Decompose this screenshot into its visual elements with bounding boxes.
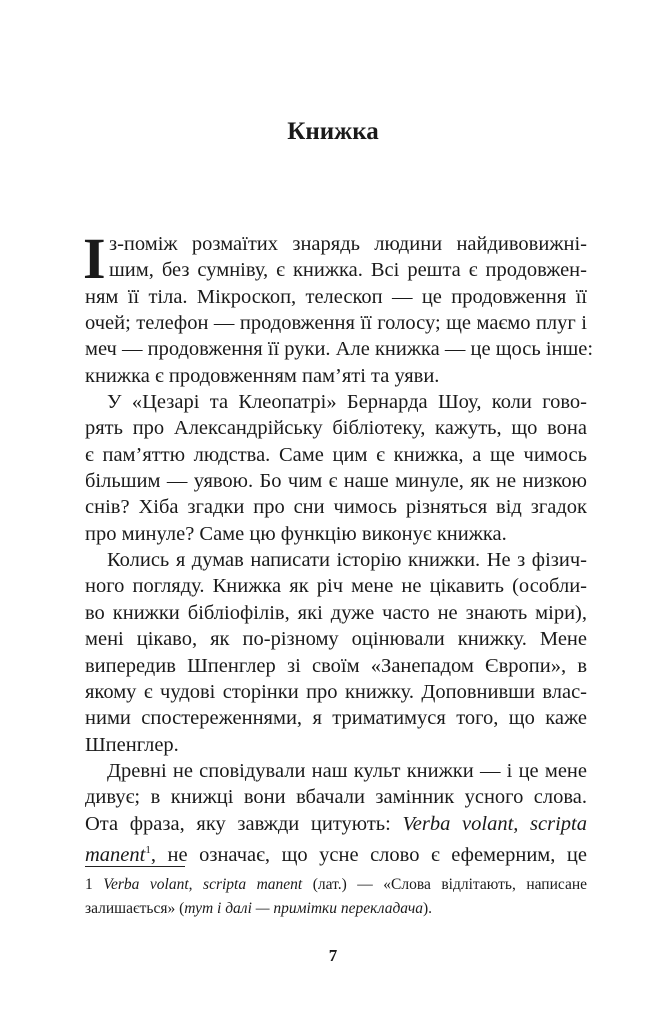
text-line: во книжки бібліофілів, які дуже часто не знають міри),: [85, 601, 587, 624]
text-line: Колись я думав написати історію книжки. Не з фізич-: [107, 549, 587, 572]
drop-cap: І: [83, 226, 106, 291]
footnote-text: (лат.) — «Слова відлітають, написане: [302, 876, 588, 893]
footnote-divider: [85, 866, 185, 867]
footnote-text: залишається» (: [85, 900, 185, 917]
text-line: є пам’яттю людства. Саме цим є книжка, а ще чимось: [85, 443, 587, 466]
text-line: рять про Александрійську бібліотеку, кажуть, що вона: [85, 417, 587, 440]
latin-quote: manent: [85, 843, 146, 866]
text-line: [85, 837, 587, 866]
text-span: , не означає, що усне слово є ефемерним, це: [150, 843, 587, 866]
body-text: [83, 226, 594, 866]
footnote-italic: Verba volant, scripta manent: [103, 876, 303, 893]
paragraph-1: [83, 226, 594, 389]
text-line: ними спостереженнями, я триматимуся того, що каже: [85, 707, 587, 730]
text-line: більшим — уявою. Бо чим є наше минуле, як не низкою: [85, 470, 587, 493]
footnote: [85, 873, 587, 921]
text-line: ням її тіла. Мікроскоп, телескоп — це продовження її: [85, 285, 587, 308]
page-number: 7: [328, 946, 338, 965]
text-line: якому є чудові сторінки про книжку. Доповнивши влас-: [85, 680, 587, 703]
text-line: Древні не сповідували наш культ книжки — і це мене: [107, 759, 587, 782]
text-line: меч — продовження її руки. Але книжка — це щось інше:: [85, 338, 594, 361]
text-line: ного погляду. Книжка як річ мене не цікавить (особли-: [85, 575, 587, 598]
footnote-number: 1: [85, 876, 93, 893]
text-line: книжка є продовженням пам’яті та уяви.: [85, 364, 440, 387]
text-line: У «Цезарі та Клеопатрі» Бернарда Шоу, коли гово-: [107, 391, 587, 414]
text-line: про минуле? Саме цю функцію виконує книжка.: [85, 522, 507, 545]
footnote-text: ).: [422, 900, 433, 917]
text-line: [85, 811, 587, 837]
footnote-italic: тут і далі — примітки перекладача: [184, 900, 423, 917]
paragraph-4: [85, 758, 587, 866]
footnote-line: [85, 897, 587, 921]
text-span: Ота фраза, яку завжди цитують:: [85, 812, 403, 835]
text-line: шим, без сумніву, є книжка. Всі решта є продовжен-: [109, 259, 587, 282]
text-line: випередив Шпенглер зі своїм «Занепадом Європи», в: [85, 654, 587, 677]
paragraph-2: [85, 389, 587, 547]
text-line: дивує; в книжці вони вбачали замінник усного слова.: [85, 786, 587, 809]
footnote-ref[interactable]: 1: [145, 843, 151, 856]
text-line: Шпенглер.: [85, 733, 179, 756]
latin-quote: Verba volant, scripta: [402, 812, 587, 835]
chapter-title: Книжка: [287, 118, 379, 145]
text-line: мені цікаво, як по-різному оцінювали книжку. Мене: [85, 628, 587, 651]
text-line: з-поміж розмаїтих знарядь людини найдивовижні-: [109, 233, 587, 255]
paragraph-3: [85, 547, 587, 758]
footnote-line: [85, 873, 587, 897]
text-line: очей; телефон — продовження її голосу; ще маємо плуг і: [85, 312, 587, 335]
text-line: снів? Хіба згадки про сни чимось різняться від згадок: [85, 496, 587, 519]
